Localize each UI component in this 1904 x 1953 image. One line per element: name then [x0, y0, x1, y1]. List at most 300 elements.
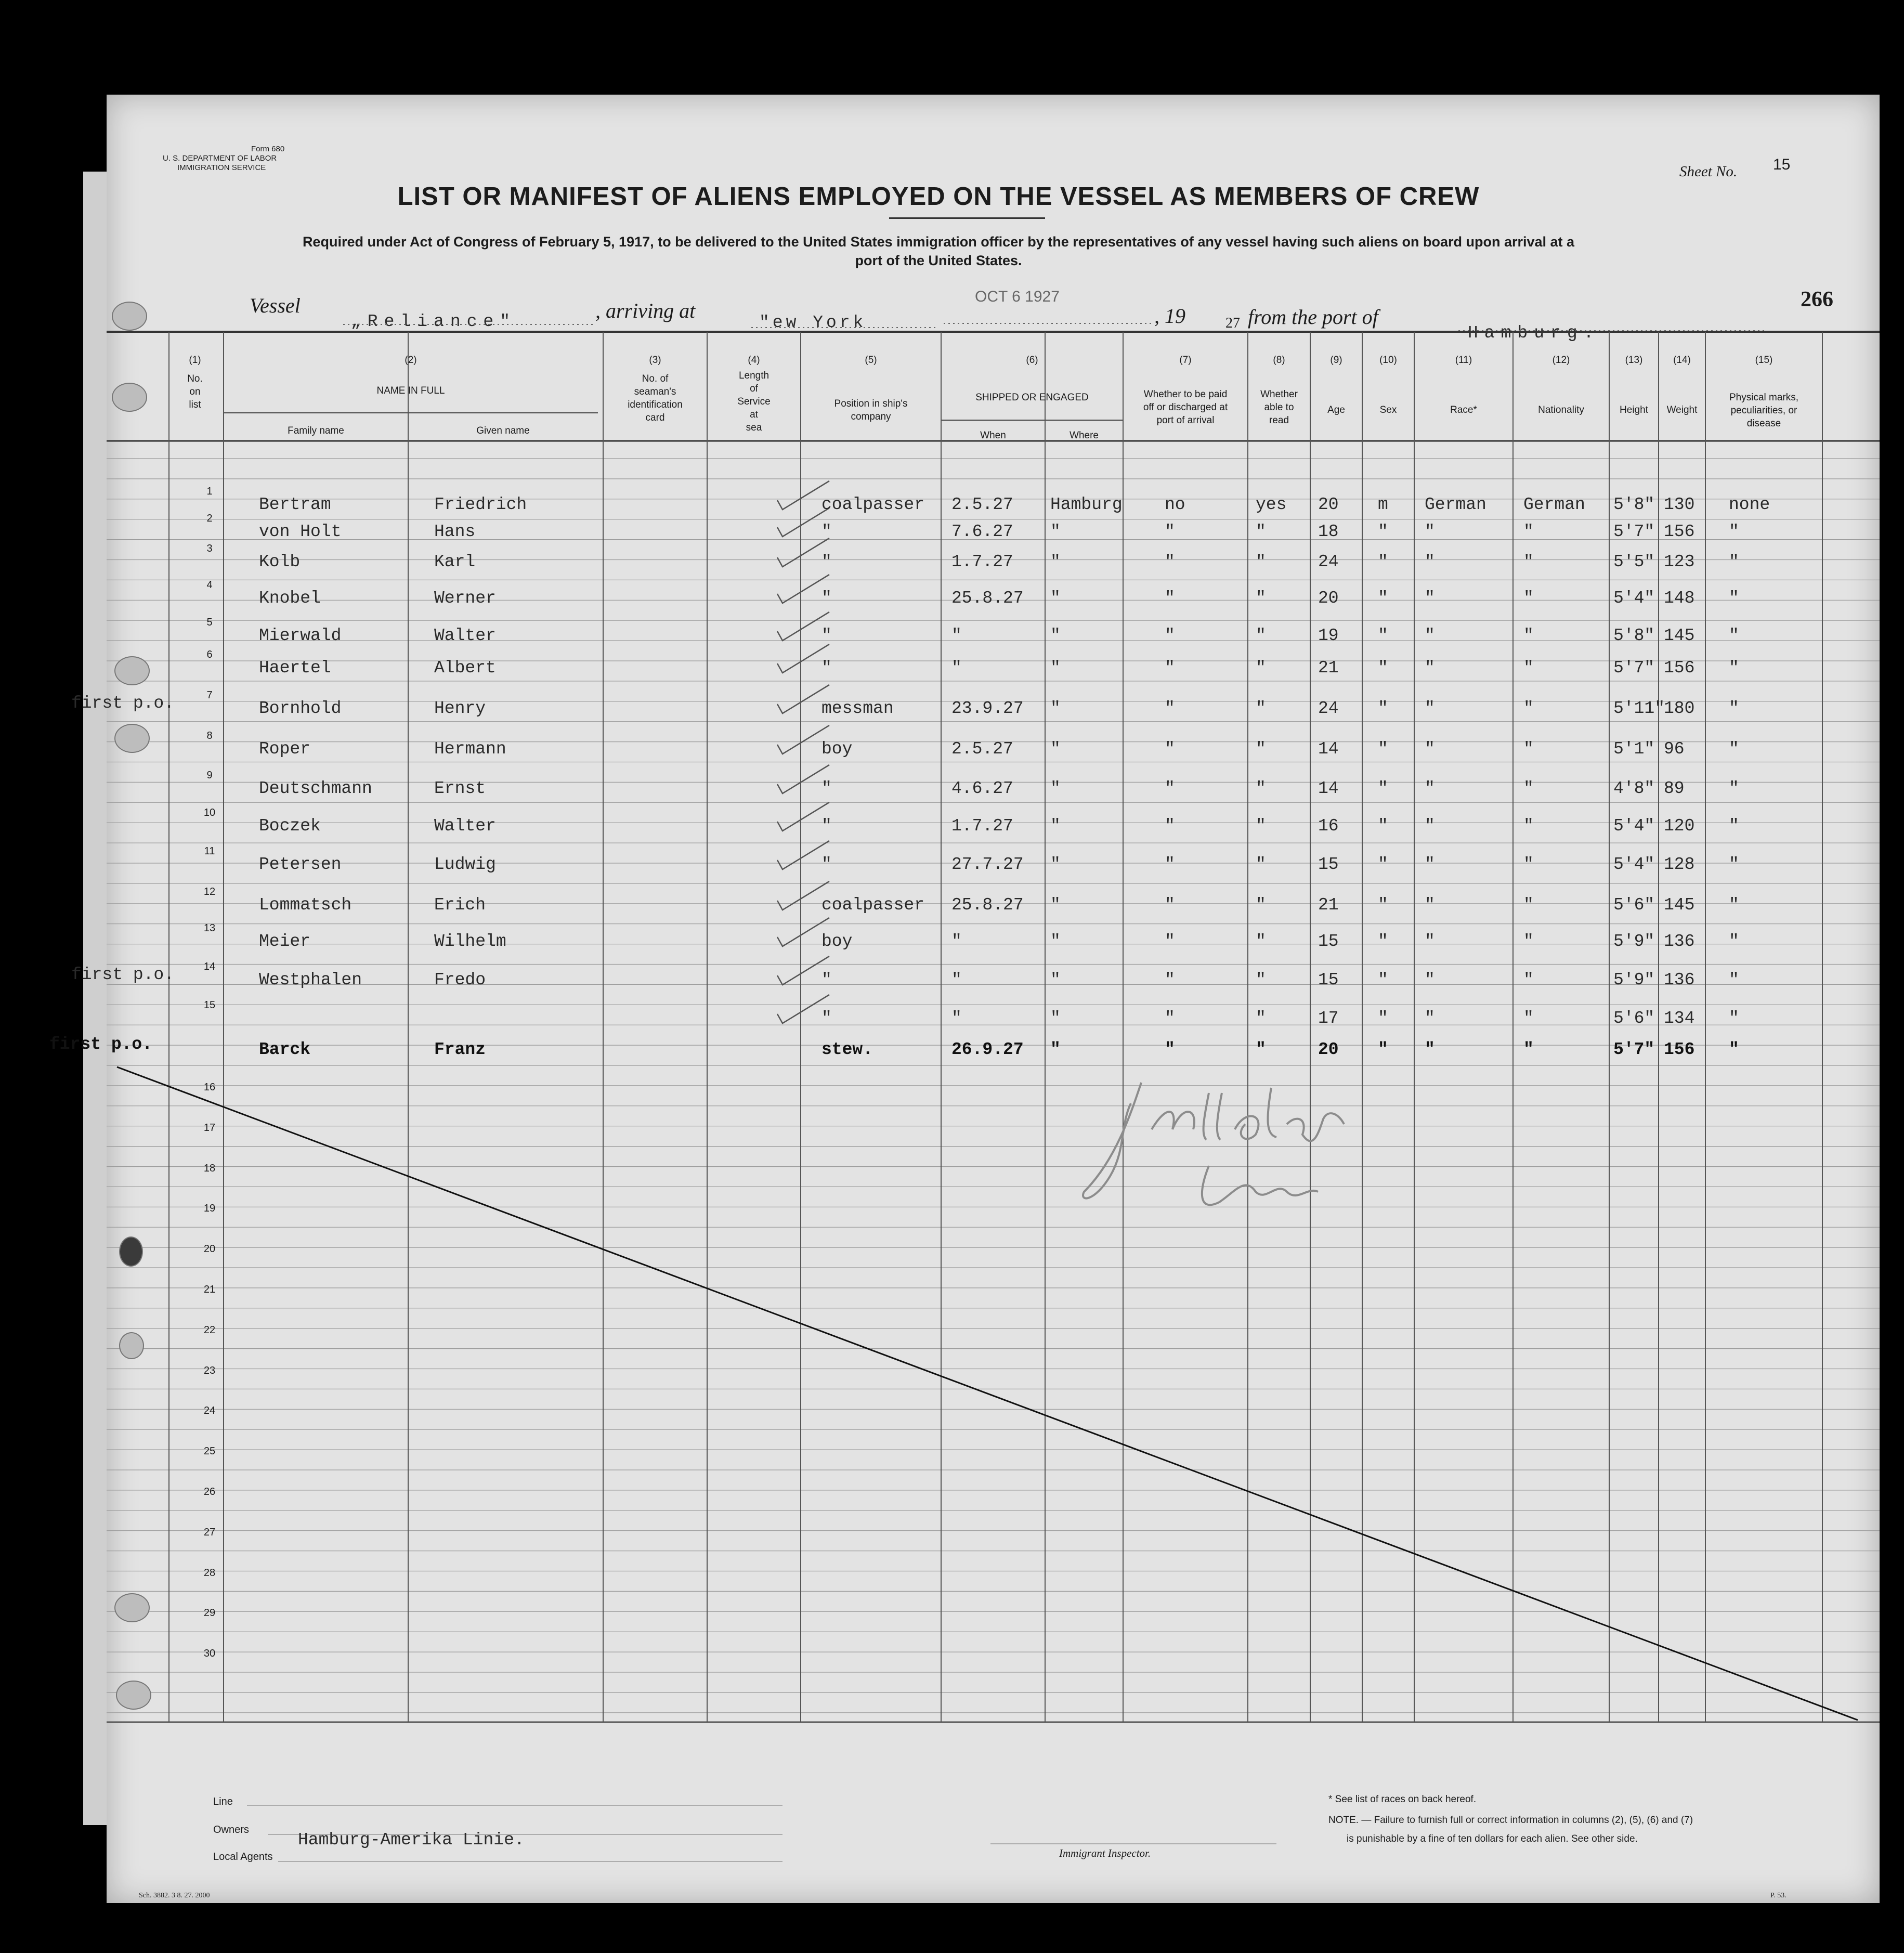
cell-family: Kolb	[259, 552, 301, 571]
cell-paid: "	[1165, 1040, 1175, 1059]
row-number: 13	[203, 922, 216, 934]
cell-position: "	[821, 589, 832, 608]
punch-hole	[114, 656, 150, 685]
date-stamp: OCT 6 1927	[975, 288, 1060, 305]
service-name: IMMIGRATION SERVICE	[177, 163, 266, 172]
cell-paid: "	[1165, 895, 1175, 915]
row-number: 23	[203, 1364, 216, 1376]
col-5-number: (5)	[865, 355, 877, 366]
row-number: 18	[203, 1162, 216, 1174]
punch-hole	[119, 1332, 144, 1359]
cell-paid: no	[1165, 495, 1185, 514]
cell-race: "	[1425, 895, 1435, 915]
cell-marks: "	[1729, 699, 1739, 718]
cell-weight: 130	[1664, 495, 1695, 514]
col-8-header: Whether able to read	[1260, 389, 1298, 426]
cell-height: 5'7"	[1613, 658, 1655, 678]
cell-sex: "	[1378, 658, 1388, 678]
cell-nat: "	[1523, 1009, 1534, 1028]
cell-family: Barck	[259, 1040, 311, 1059]
col-4-number: (4)	[748, 355, 760, 366]
col-6b-header: Where	[1070, 430, 1099, 441]
cell-position: boy	[821, 932, 853, 951]
cell-race: "	[1425, 855, 1435, 874]
manifest-sheet	[49, 95, 1880, 1903]
col-10-number: (10)	[1379, 355, 1397, 366]
punch-hole	[114, 724, 150, 753]
cell-age: 17	[1318, 1009, 1339, 1028]
cell-where: "	[1050, 522, 1061, 541]
cell-read: "	[1256, 552, 1266, 571]
cell-paid: "	[1165, 699, 1175, 718]
page-title: LIST OR MANIFEST OF ALIENS EMPLOYED ON THE VESSEL AS MEMBERS OF CREW	[397, 183, 1480, 211]
cancel-diagonal	[117, 1067, 1858, 1720]
cell-read: "	[1256, 895, 1266, 915]
cell-race: "	[1425, 1009, 1435, 1028]
cell-weight: 136	[1664, 932, 1695, 951]
cell-height: 5'6"	[1613, 1009, 1655, 1028]
row-number: 10	[203, 807, 216, 818]
col-10-header: Sex	[1379, 405, 1397, 415]
col-3-number: (3)	[649, 355, 661, 366]
arriving-label: , arriving at	[595, 299, 696, 322]
cell-when: 25.8.27	[951, 589, 1024, 608]
from-port: Hamburg.	[1468, 323, 1600, 343]
cell-when: "	[951, 1009, 962, 1028]
cell-sex: "	[1378, 1040, 1388, 1059]
cell-race: "	[1425, 522, 1435, 541]
cell-paid: "	[1165, 932, 1175, 951]
cell-sex: "	[1378, 816, 1388, 836]
immigrant-inspector-label: Immigrant Inspector.	[1059, 1847, 1151, 1859]
year-value: 27	[1225, 315, 1240, 331]
cell-position: coalpasser	[821, 895, 925, 915]
cell-given: Fredo	[434, 970, 486, 989]
cell-sex: "	[1378, 779, 1388, 798]
cell-family: Deutschmann	[259, 779, 372, 798]
cell-read: "	[1256, 1009, 1266, 1028]
vessel-name: „Reliance"	[351, 312, 517, 331]
cell-marks: "	[1729, 1009, 1739, 1028]
row-number: 3	[206, 543, 213, 554]
row-note: first p.o.	[49, 1035, 153, 1054]
cell-marks: none	[1729, 495, 1770, 514]
cell-read: "	[1256, 1040, 1266, 1059]
cell-sex: "	[1378, 522, 1388, 541]
cell-when: 4.6.27	[951, 779, 1013, 798]
vessel-label: Vessel	[250, 294, 301, 317]
cell-position: "	[821, 658, 832, 678]
footnote-penalty-2: is punishable by a fine of ten dollars for each alien. See other side.	[1347, 1833, 1638, 1844]
cell-family: Petersen	[259, 855, 342, 874]
cell-paid: "	[1165, 816, 1175, 836]
cell-when: 26.9.27	[951, 1040, 1024, 1059]
cell-family: Knobel	[259, 589, 321, 608]
row-note: first p.o.	[71, 694, 175, 713]
col-15-header: Physical marks, peculiarities, or disease	[1729, 392, 1799, 429]
footnote-penalty-1: NOTE. — Failure to furnish full or correct information in columns (2), (5), (6) and (7)	[1328, 1815, 1693, 1826]
cell-age: 18	[1318, 522, 1339, 541]
cell-age: 14	[1318, 779, 1339, 798]
cell-where: "	[1050, 932, 1061, 951]
cell-position: "	[821, 970, 832, 989]
cell-where: Hamburg	[1050, 495, 1123, 514]
col-14-number: (14)	[1673, 355, 1691, 366]
cell-weight: 128	[1664, 855, 1695, 874]
col-15-number: (15)	[1755, 355, 1773, 366]
col-12-number: (12)	[1552, 355, 1570, 366]
cell-family: Meier	[259, 932, 311, 951]
cell-race: "	[1425, 1040, 1435, 1059]
cell-family: Bertram	[259, 495, 331, 514]
cell-race: "	[1425, 739, 1435, 759]
col-2a-header: Family name	[288, 425, 344, 436]
cell-read: "	[1256, 739, 1266, 759]
cell-given: Ernst	[434, 779, 486, 798]
cell-age: 19	[1318, 626, 1339, 645]
punch-hole	[114, 1593, 150, 1622]
cell-when: 1.7.27	[951, 816, 1013, 836]
cell-given: Walter	[434, 816, 496, 836]
cell-height: 5'4"	[1613, 589, 1655, 608]
col-7-header: Whether to be paid off or discharged at port of arrival	[1143, 389, 1228, 426]
cell-height: 5'8"	[1613, 626, 1655, 645]
cell-position: "	[821, 552, 832, 571]
cell-read: "	[1256, 522, 1266, 541]
cell-paid: "	[1165, 1009, 1175, 1028]
cell-nat: "	[1523, 739, 1534, 759]
cell-race: "	[1425, 589, 1435, 608]
cell-nat: "	[1523, 816, 1534, 836]
cell-weight: 180	[1664, 699, 1695, 718]
col-8-number: (8)	[1273, 355, 1285, 366]
cell-weight: 145	[1664, 895, 1695, 915]
cell-paid: "	[1165, 552, 1175, 571]
cell-marks: "	[1729, 816, 1739, 836]
cell-marks: "	[1729, 552, 1739, 571]
cell-weight: 134	[1664, 1009, 1695, 1028]
cell-nat: "	[1523, 895, 1534, 915]
year-label: , 19	[1154, 304, 1185, 328]
cell-given: Karl	[434, 552, 476, 571]
cell-read: "	[1256, 658, 1266, 678]
arriving-port: "ew York	[759, 313, 867, 332]
cell-sex: "	[1378, 552, 1388, 571]
punch-hole	[119, 1236, 143, 1267]
cell-where: "	[1050, 970, 1061, 989]
cell-nat: "	[1523, 626, 1534, 645]
row-number: 1	[206, 486, 213, 497]
cell-position: messman	[821, 699, 894, 718]
row-number: 25	[203, 1446, 216, 1457]
row-number: 30	[203, 1648, 216, 1660]
cell-age: 20	[1318, 589, 1339, 608]
cell-height: 5'11"	[1613, 699, 1665, 718]
cell-given: Hermann	[434, 739, 506, 759]
sheet-label: Sheet No.	[1679, 163, 1738, 180]
cell-race: "	[1425, 779, 1435, 798]
cell-when: 25.8.27	[951, 895, 1024, 915]
cell-height: 5'6"	[1613, 895, 1655, 915]
cell-family: Haertel	[259, 658, 331, 678]
row-number: 22	[203, 1324, 216, 1336]
cell-race: "	[1425, 699, 1435, 718]
row-number: 27	[203, 1526, 216, 1538]
cell-read: "	[1256, 855, 1266, 874]
col-13-number: (13)	[1625, 355, 1643, 366]
cell-paid: "	[1165, 589, 1175, 608]
cell-family: Westphalen	[259, 970, 362, 989]
cell-nat: "	[1523, 699, 1534, 718]
col-6-header: SHIPPED OR ENGAGED	[975, 392, 1089, 403]
cell-read: "	[1256, 779, 1266, 798]
cell-read: "	[1256, 816, 1266, 836]
cell-read: "	[1256, 699, 1266, 718]
row-number: 26	[203, 1486, 216, 1498]
row-number: 17	[203, 1122, 216, 1134]
col-2-number: (2)	[405, 355, 417, 366]
cell-sex: "	[1378, 895, 1388, 915]
col-1-header: No. on list	[187, 373, 203, 410]
cell-given: Werner	[434, 589, 496, 608]
cell-paid: "	[1165, 970, 1175, 989]
row-number: 7	[206, 689, 213, 701]
cell-nat: "	[1523, 779, 1534, 798]
row-number: 11	[204, 845, 215, 857]
cell-given: Albert	[434, 658, 496, 678]
cell-height: 4'8"	[1613, 779, 1655, 798]
cell-sex: "	[1378, 970, 1388, 989]
cell-given: Franz	[434, 1040, 486, 1059]
cell-race: "	[1425, 658, 1435, 678]
cell-where: "	[1050, 855, 1061, 874]
cell-paid: "	[1165, 779, 1175, 798]
cell-when: 23.9.27	[951, 699, 1024, 718]
cell-sex: "	[1378, 589, 1388, 608]
cell-when: "	[951, 970, 962, 989]
cell-position: boy	[821, 739, 853, 759]
cell-where: "	[1050, 552, 1061, 571]
row-number: 16	[203, 1082, 216, 1093]
cell-nat: "	[1523, 970, 1534, 989]
cell-race: "	[1425, 552, 1435, 571]
cell-weight: 120	[1664, 816, 1695, 836]
subtitle-line-2: port of the United States.	[855, 253, 1022, 268]
cell-weight: 96	[1664, 739, 1685, 759]
cell-weight: 156	[1664, 1040, 1695, 1059]
cell-position: "	[821, 855, 832, 874]
row-number: 19	[203, 1203, 216, 1215]
col-13-header: Height	[1620, 405, 1648, 415]
row-number: 4	[206, 579, 213, 591]
cell-where: "	[1050, 1040, 1061, 1059]
punch-hole	[116, 1681, 151, 1710]
punch-hole	[112, 302, 147, 331]
cell-when: 7.6.27	[951, 522, 1013, 541]
cell-family: von Holt	[259, 522, 342, 541]
row-number: 28	[203, 1567, 216, 1579]
cell-paid: "	[1165, 855, 1175, 874]
cell-nat: "	[1523, 855, 1534, 874]
cell-position: stew.	[821, 1040, 873, 1059]
cell-when: 2.5.27	[951, 739, 1013, 759]
cell-weight: 89	[1664, 779, 1685, 798]
cell-family: Mierwald	[259, 626, 342, 645]
form-code: P. 53.	[1770, 1892, 1786, 1899]
col-4-header: Length of Service at sea	[737, 370, 771, 433]
cell-marks: "	[1729, 932, 1739, 951]
local-agents-label: Local Agents	[213, 1851, 273, 1863]
cell-age: 15	[1318, 932, 1339, 951]
cell-sex: "	[1378, 932, 1388, 951]
cell-read: "	[1256, 589, 1266, 608]
owners-label: Owners	[213, 1824, 249, 1835]
cell-height: 5'5"	[1613, 552, 1655, 571]
cell-race: "	[1425, 970, 1435, 989]
cell-position: "	[821, 779, 832, 798]
cell-family: Bornhold	[259, 699, 342, 718]
row-number: 6	[206, 649, 213, 660]
cell-marks: "	[1729, 522, 1739, 541]
row-number: 14	[203, 961, 216, 972]
sheet-number: 15	[1773, 156, 1791, 173]
cell-nat: "	[1523, 932, 1534, 951]
cell-age: 14	[1318, 739, 1339, 759]
cell-paid: "	[1165, 522, 1175, 541]
line-label: Line	[213, 1796, 233, 1807]
cell-age: 20	[1318, 1040, 1339, 1059]
cell-given: Ludwig	[434, 855, 496, 874]
cell-where: "	[1050, 699, 1061, 718]
cell-height: 5'4"	[1613, 816, 1655, 836]
row-number: 21	[203, 1284, 216, 1295]
form-number: Form 680	[251, 145, 285, 153]
cell-race: "	[1425, 816, 1435, 836]
cell-age: 24	[1318, 699, 1339, 718]
cell-given: Hans	[434, 522, 476, 541]
cell-where: "	[1050, 658, 1061, 678]
cell-where: "	[1050, 626, 1061, 645]
row-number: 5	[206, 617, 213, 628]
cell-marks: "	[1729, 855, 1739, 874]
cell-sex: m	[1378, 495, 1388, 514]
cell-where: "	[1050, 779, 1061, 798]
cell-given: Wilhelm	[434, 932, 506, 951]
cell-when: 1.7.27	[951, 552, 1013, 571]
from-port-label: from the port of	[1248, 305, 1378, 329]
print-code: Sch. 3882. 3 8. 27. 2000	[139, 1892, 210, 1899]
cell-position: "	[821, 816, 832, 836]
row-number: 20	[203, 1243, 216, 1255]
cell-weight: 156	[1664, 522, 1695, 541]
cell-given: Erich	[434, 895, 486, 915]
col-2-header: NAME IN FULL	[376, 385, 445, 396]
cell-nat: "	[1523, 1040, 1534, 1059]
col-9-header: Age	[1327, 405, 1345, 415]
cell-age: 20	[1318, 495, 1339, 514]
row-number: 2	[206, 513, 213, 524]
cell-when: "	[951, 658, 962, 678]
cell-read: "	[1256, 932, 1266, 951]
cell-where: "	[1050, 589, 1061, 608]
department-name: U. S. DEPARTMENT OF LABOR	[163, 154, 277, 163]
cell-where: "	[1050, 895, 1061, 915]
cell-family: Lommatsch	[259, 895, 352, 915]
cell-when: 2.5.27	[951, 495, 1013, 514]
row-number: 8	[206, 730, 213, 741]
cell-nat: "	[1523, 552, 1534, 571]
cell-race: "	[1425, 932, 1435, 951]
cell-given: Henry	[434, 699, 486, 718]
cell-where: "	[1050, 739, 1061, 759]
col-11-number: (11)	[1455, 355, 1472, 366]
row-number: 29	[203, 1607, 216, 1619]
col-7-number: (7)	[1179, 355, 1192, 366]
cell-position: "	[821, 522, 832, 541]
cell-position: "	[821, 1009, 832, 1028]
cell-marks: "	[1729, 970, 1739, 989]
col-6-number: (6)	[1026, 355, 1038, 366]
cell-height: 5'9"	[1613, 970, 1655, 989]
inspector-signature	[1079, 1072, 1349, 1218]
cell-weight: 148	[1664, 589, 1695, 608]
cell-age: 21	[1318, 658, 1339, 678]
cell-height: 5'4"	[1613, 855, 1655, 874]
cell-marks: "	[1729, 589, 1739, 608]
cell-sex: "	[1378, 855, 1388, 874]
cell-given: Friedrich	[434, 495, 527, 514]
cell-paid: "	[1165, 658, 1175, 678]
cell-read: "	[1256, 970, 1266, 989]
page-number: 266	[1801, 288, 1833, 311]
cell-when: 27.7.27	[951, 855, 1024, 874]
cell-height: 5'1"	[1613, 739, 1655, 759]
row-number: 12	[203, 886, 216, 897]
owners-value: Hamburg-Amerika Linie.	[298, 1830, 525, 1850]
col-2b-header: Given name	[476, 425, 530, 436]
cell-nat: "	[1523, 658, 1534, 678]
cell-marks: "	[1729, 658, 1739, 678]
col-9-number: (9)	[1330, 355, 1342, 366]
row-number: 15	[203, 999, 216, 1011]
cell-height: 5'7"	[1613, 1040, 1655, 1059]
cell-age: 15	[1318, 970, 1339, 989]
cell-sex: "	[1378, 1009, 1388, 1028]
cell-when: "	[951, 932, 962, 951]
cell-sex: "	[1378, 699, 1388, 718]
cell-paid: "	[1165, 626, 1175, 645]
cell-sex: "	[1378, 739, 1388, 759]
cell-read: yes	[1256, 495, 1287, 514]
cell-weight: 156	[1664, 658, 1695, 678]
cell-family: Boczek	[259, 816, 321, 836]
row-number: 9	[206, 770, 213, 781]
cell-weight: 136	[1664, 970, 1695, 989]
col-12-header: Nationality	[1538, 405, 1584, 415]
cell-age: 15	[1318, 855, 1339, 874]
cell-marks: "	[1729, 779, 1739, 798]
cell-weight: 145	[1664, 626, 1695, 645]
col-6a-header: When	[980, 430, 1006, 441]
cell-sex: "	[1378, 626, 1388, 645]
punch-hole	[112, 383, 147, 412]
cell-position: coalpasser	[821, 495, 925, 514]
cell-marks: "	[1729, 626, 1739, 645]
cell-nat: "	[1523, 522, 1534, 541]
cell-age: 24	[1318, 552, 1339, 571]
cell-read: "	[1256, 626, 1266, 645]
cell-race: "	[1425, 626, 1435, 645]
